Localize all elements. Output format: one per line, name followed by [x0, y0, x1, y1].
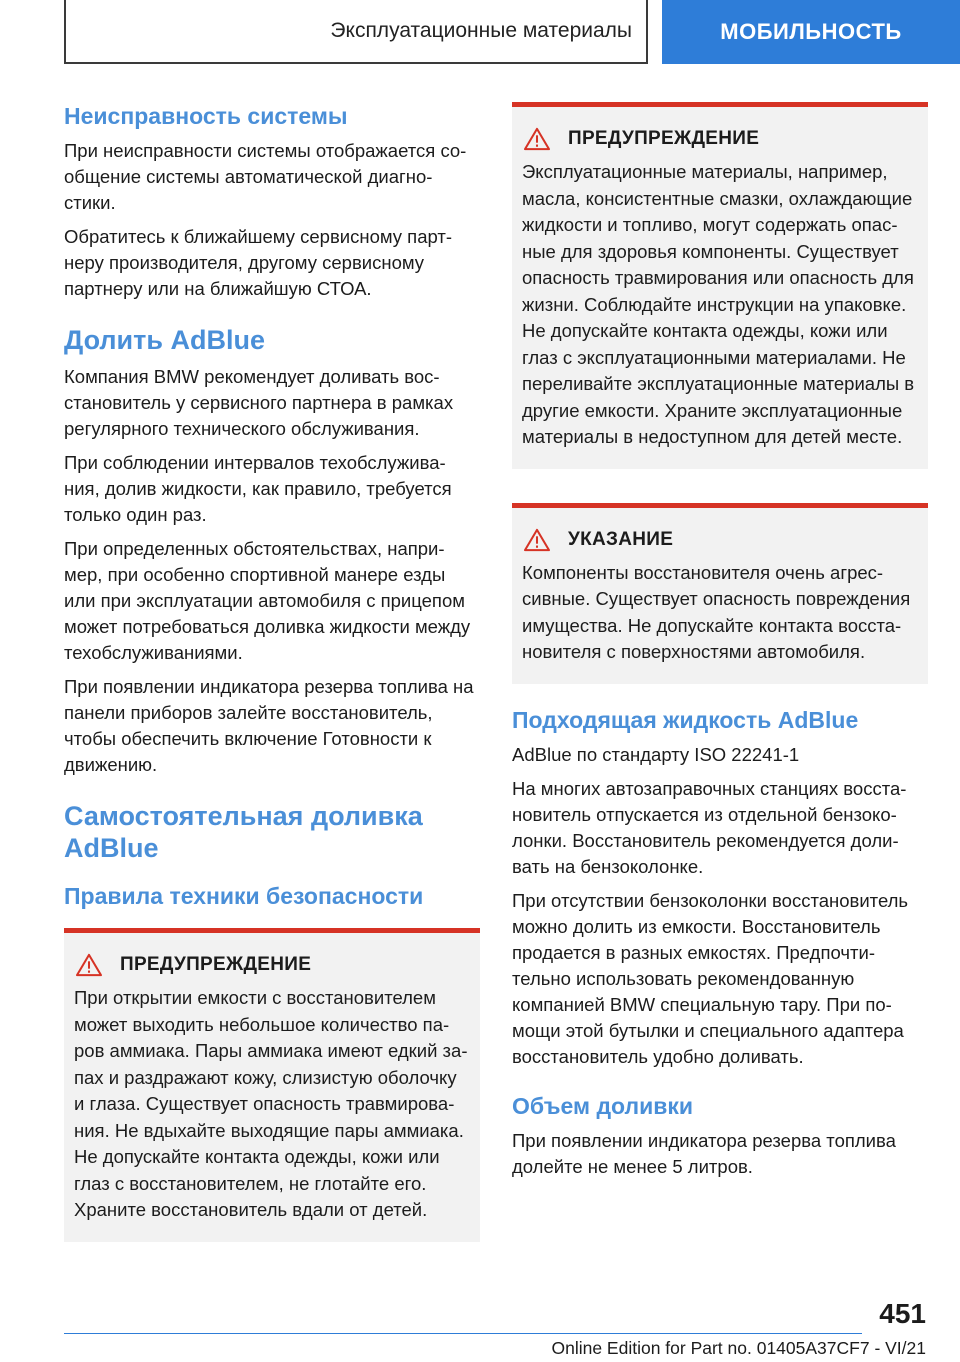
warning-title: ПРЕДУПРЕЖДЕНИЕ	[568, 128, 760, 149]
warning-triangle-icon	[74, 953, 104, 977]
heading-self-refill: Самостоятельная доливка AdBlue	[64, 801, 423, 863]
page-number: 451	[879, 1298, 926, 1329]
paragraph: При соблюдении интервалов техобслужива-ния, долив жидкости, как правило, требуется только один раз.	[64, 452, 452, 525]
paragraph: На многих автозаправочных станциях восста-новитель отпускается из отдельной бензоко-лонки. Восстановитель рекомендуется доли-вать на бензоколонке.	[512, 777, 907, 877]
note-title: УКАЗАНИЕ	[568, 528, 674, 550]
warning-box	[64, 928, 480, 1242]
paragraph: Компания BMW рекомендует доливать вос-становитель у сервисного партнера в рамках регулярного технического обслуживания.	[64, 366, 454, 439]
section-title: МОБИЛЬНОСТЬ	[720, 19, 902, 44]
note-box	[512, 503, 928, 684]
heading-suitable-fluid: Подходящая жидкость AdBlue	[512, 706, 859, 733]
heading-safety: Правила техники безопасности	[64, 883, 424, 909]
paragraph: AdBlue по стандарту ISO 22241-1	[512, 743, 800, 765]
warning-text: При открытии емкости с восстановителем может выходить небольшое количество па-ров аммиака. Пары аммиака имеют едкий за-пах и раздражают кожу, слизистую оболочку и глаза. Существует опасность травмирова-ния. Не вдыхайте выходящие пары аммиака. Не допускайте контакта одежды, кожи или глаз с восстановителем, не глотайте его. Храните восстановитель вдали от детей.	[74, 987, 468, 1220]
note-text: Компоненты восстановителя очень агрес-сивные. Существует опасность повреждения имущества. Не допускайте контакта восста-новителя с поверхностями автомобиля.	[522, 561, 911, 662]
paragraph: При появлении индикатора резерва топлива на панели приборов залейте восстановитель, чтобы обеспечить включение Готовности к движению.	[64, 676, 474, 775]
warning-box	[512, 102, 928, 469]
footer-edition: Online Edition for Part no. 01405A37CF7 - VI/21	[551, 1338, 926, 1358]
footer-divider	[64, 1333, 862, 1334]
paragraph: При неисправности системы отображается со-общение системы автоматической диагно-стики.	[64, 140, 467, 213]
heading-refill-volume: Объем доливки	[512, 1092, 694, 1119]
warning-text: Эксплуатационные материалы, например, масла, консистентные смазки, охлаждающие жидкости и топливо, могут содержать опас-ные для здоровья компоненты. Существует опасность травмирования или опасность для жизни. Соблюдайте инструкции на упаковке. Не допускайте контакта одежды, кожи или глаз с эксплуатационными материалами. Не переливайте эксплуатационные материалы в другие емкости. Храните эксплуатационные материалы в недоступном для детей месте.	[522, 161, 915, 447]
paragraph: Обратитесь к ближайшему сервисному парт-неру производителя, другому сервисному партнеру или на ближайшую СТОА.	[64, 226, 453, 299]
warning-triangle-icon	[522, 127, 552, 151]
paragraph: При появлении индикатора резерва топлива долейте не менее 5 литров.	[512, 1129, 896, 1177]
warning-triangle-icon	[522, 528, 552, 552]
section-tab	[662, 0, 960, 64]
left-column	[64, 102, 480, 1242]
chapter-tab	[64, 0, 648, 64]
heading-system-fault: Неисправность системы	[64, 103, 348, 129]
heading-refill: Долить AdBlue	[64, 325, 265, 355]
paragraph: При определенных обстоятельствах, напри-мер, при особенно спортивной манере езды или при эксплуатации автомобиля с прицепом может потребоваться доливка жидкости между техобслуживаниями.	[64, 538, 471, 663]
chapter-title: Эксплуатационные материалы	[330, 19, 632, 42]
paragraph: При отсутствии бензоколонки восстановитель можно долить из емкости. Восстановитель продается в разных емкостях. Предпочти-тельно использовать рекомендованную компанией BMW специальную тару. При по-мощи этой бутылки и специального адаптера восстановитель удобно доливать.	[512, 889, 909, 1067]
right-column	[512, 102, 928, 1180]
warning-title: ПРЕДУПРЕЖДЕНИЕ	[120, 954, 312, 975]
